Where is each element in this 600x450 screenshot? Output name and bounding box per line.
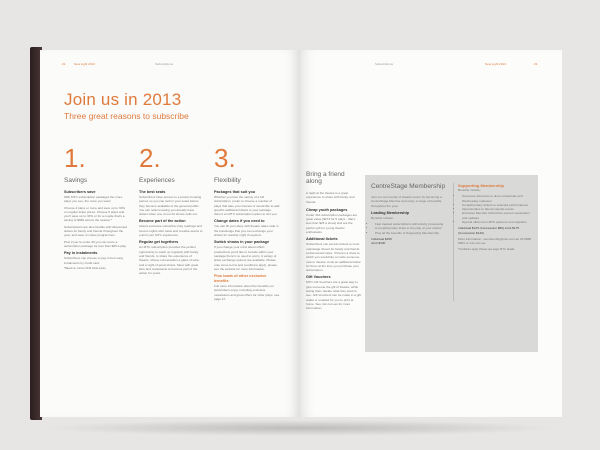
block-text: Subscribers have access to a priority booking period, so you can lock in your seats before they become available to the general public. You can relax knowing you already have tickets when one of our hit shows sells out. (139, 195, 202, 217)
block-heading: Cheap youth packages (306, 207, 348, 212)
list-item: • Generous discounts to dress rehearsals and Wednesday matinees (462, 194, 532, 203)
page-title: Join us in 2013 (64, 90, 182, 109)
block-text: Subscribers can access tickets to most mainstage shows for family and friends at discounted rates. If there's a show to which you would like to invite someone new to theatre, book an additional ticket for them at the time you purchase your subscription. (306, 242, 361, 273)
folio-number-right: 23 (534, 62, 538, 66)
block-text: Whether you love the variety of a full subscription, prefer to choose a number of plays that take your interest or would like to add specific additional tickets to your package, there's an MTC subscription option to suit you. (214, 195, 280, 217)
supporting-subheading: Benefits include: (458, 188, 481, 192)
block-heading: Switch shows in your package (214, 240, 270, 245)
page-subtitle: Three great reasons to subscribe (64, 111, 189, 121)
list-item: • Complimentary tickets to selected performances (462, 203, 532, 207)
friend-column (306, 171, 361, 311)
list-item: • Opportunities to attend special events (462, 207, 532, 211)
right-page (300, 50, 562, 417)
block-heading: Plus loads of other exclusive benefits (214, 274, 267, 284)
left-page (40, 50, 300, 417)
list-item: • A complimentary ticket to the play of your choice* (375, 226, 449, 230)
block-heading: Become part of the action (139, 219, 186, 224)
friend-intro: A night at the theatre is a great experience to share with family and friends. (306, 191, 355, 204)
block-heading: Pay in instalments (64, 251, 98, 256)
column-savings (64, 145, 128, 271)
supporting-benefits (458, 194, 532, 224)
folio-number-left: 22 (62, 62, 66, 66)
folio-title-right: New Light 2013 (485, 62, 506, 66)
block-text: Attend exclusive subscriber play readings and forums nights with casts and creative teams to enrich your MTC experience. (139, 224, 203, 238)
membership-intro: Join our community of theatre lovers by becoming a CentreStage Member and enjoy a range of benefits throughout the year. (371, 195, 442, 208)
block-text: Subscriptions are also flexible with discounted tickets for family and friends throughout the year, and save on show programmes. (64, 224, 128, 238)
block-text: MTC Gift Vouchers are a great way to give someone the gift of theatre, while letting them decide what they want to see. Gift Vouchers can be made in a gift wallet or emailed for you to print at home. See mtc.com.au for more information. (306, 280, 361, 311)
list-item: • Special offers from MTC partners and suppliers (462, 220, 532, 224)
leading-heading: Leading Membership (371, 210, 409, 215)
block-text: An MTC subscription provides the perfect opportunity to catch up regularly with family and friends, to share the experience of theatre, whose conversation a glass of wine and a night of great shows. Meet with great fans and restaurants to become part of the action for years. (139, 245, 200, 276)
page-shadow (40, 420, 560, 436)
block-text: Under 30s subscription packages are great value ($273 for 5 plays - that's less than $25 a show) and are the perfect gift for young theatre enthusiasts. (306, 212, 358, 235)
friend-heading: Bring a friend along (306, 171, 345, 185)
column-heading: Flexibility (214, 177, 241, 184)
supporting-price: Individual $125 (Concession $80) Joint $175 (Concession $140) (458, 226, 520, 235)
supporting-column (458, 183, 532, 252)
column-flexibility (214, 145, 280, 301)
leading-price-individual: Individual $295 (371, 237, 392, 242)
leading-price-joint: Joint $330 (371, 241, 386, 246)
column-heading: Savings (64, 177, 88, 184)
leading-subheading: Benefits include: (371, 215, 394, 220)
block-heading: Subscribers save (64, 190, 96, 194)
column-heading: Experiences (139, 177, 175, 184)
footnote: *Conditions apply. Please see page 45 for details. (458, 247, 516, 251)
folio-title-left: New Light 2013 (74, 62, 95, 66)
folio-section-right: Subscriptions (375, 62, 394, 66)
block-text: With MTC subscription packages the more plays you see, the more you save! (64, 195, 123, 204)
column-number: 3. (214, 143, 236, 173)
block-heading: Change dates if you need to (214, 219, 265, 224)
block-heading: Additional tickets (306, 237, 338, 242)
list-item: • Exclusive Member behind the scenes newsletters and updates (462, 211, 532, 220)
column-experiences (139, 145, 203, 275)
block-text: Subscribers can choose to pay in four easy instalments by credit card. (64, 256, 124, 265)
block-heading: Packages that suit you (214, 190, 256, 194)
membership-title: CentreStage Membership (371, 183, 446, 190)
block-text: Full more information about the benefits our subscribers enjoy, including exclusive newsletters and great offers for other plays, see page 47. (214, 284, 280, 302)
footnote: *Based on current 2013 ticket prices (64, 266, 106, 270)
column-number: 2. (139, 143, 161, 173)
column-number: 1. (64, 143, 86, 173)
box-divider (453, 183, 454, 301)
list-item: • Fast tracked subscriptions with priority processing (375, 222, 449, 226)
block-text: Choose 4 plays or more and save up to 33% on regular ticket prices. Choose 5 plays and you'll save up to 33% or for a couple that's a saving of $660 across the season.* (64, 205, 126, 223)
block-text: You can fill your diary with theatre dates safe in the knowledge that you can exchange your tickets for another night if required. (214, 224, 279, 238)
more-info: More information: membership@mtc.com.au 03 8688 0954 or mtc.com.au (458, 236, 532, 246)
block-text: If you change your mind about which productions you'd like to include within your package there's no need to worry. A variety of ticket exchange options are available. Please note some terms and conditions apply; please see the website for more information. (214, 245, 277, 271)
supporting-heading: Supporting Membership (458, 183, 504, 188)
membership-box (365, 175, 538, 352)
list-item: • Plus all the benefits of Supporting Membership (375, 231, 449, 235)
block-heading: Gift Vouchers (306, 275, 331, 280)
block-heading: Regular get togethers (139, 240, 179, 245)
leading-benefits (371, 222, 449, 235)
block-text: Plus if you're under 30 you can score a subscription package for less than $25 a play. (64, 239, 127, 248)
folio-section-left: Subscriptions (155, 62, 174, 66)
leading-column (371, 183, 449, 246)
block-heading: The best seats (139, 190, 166, 194)
